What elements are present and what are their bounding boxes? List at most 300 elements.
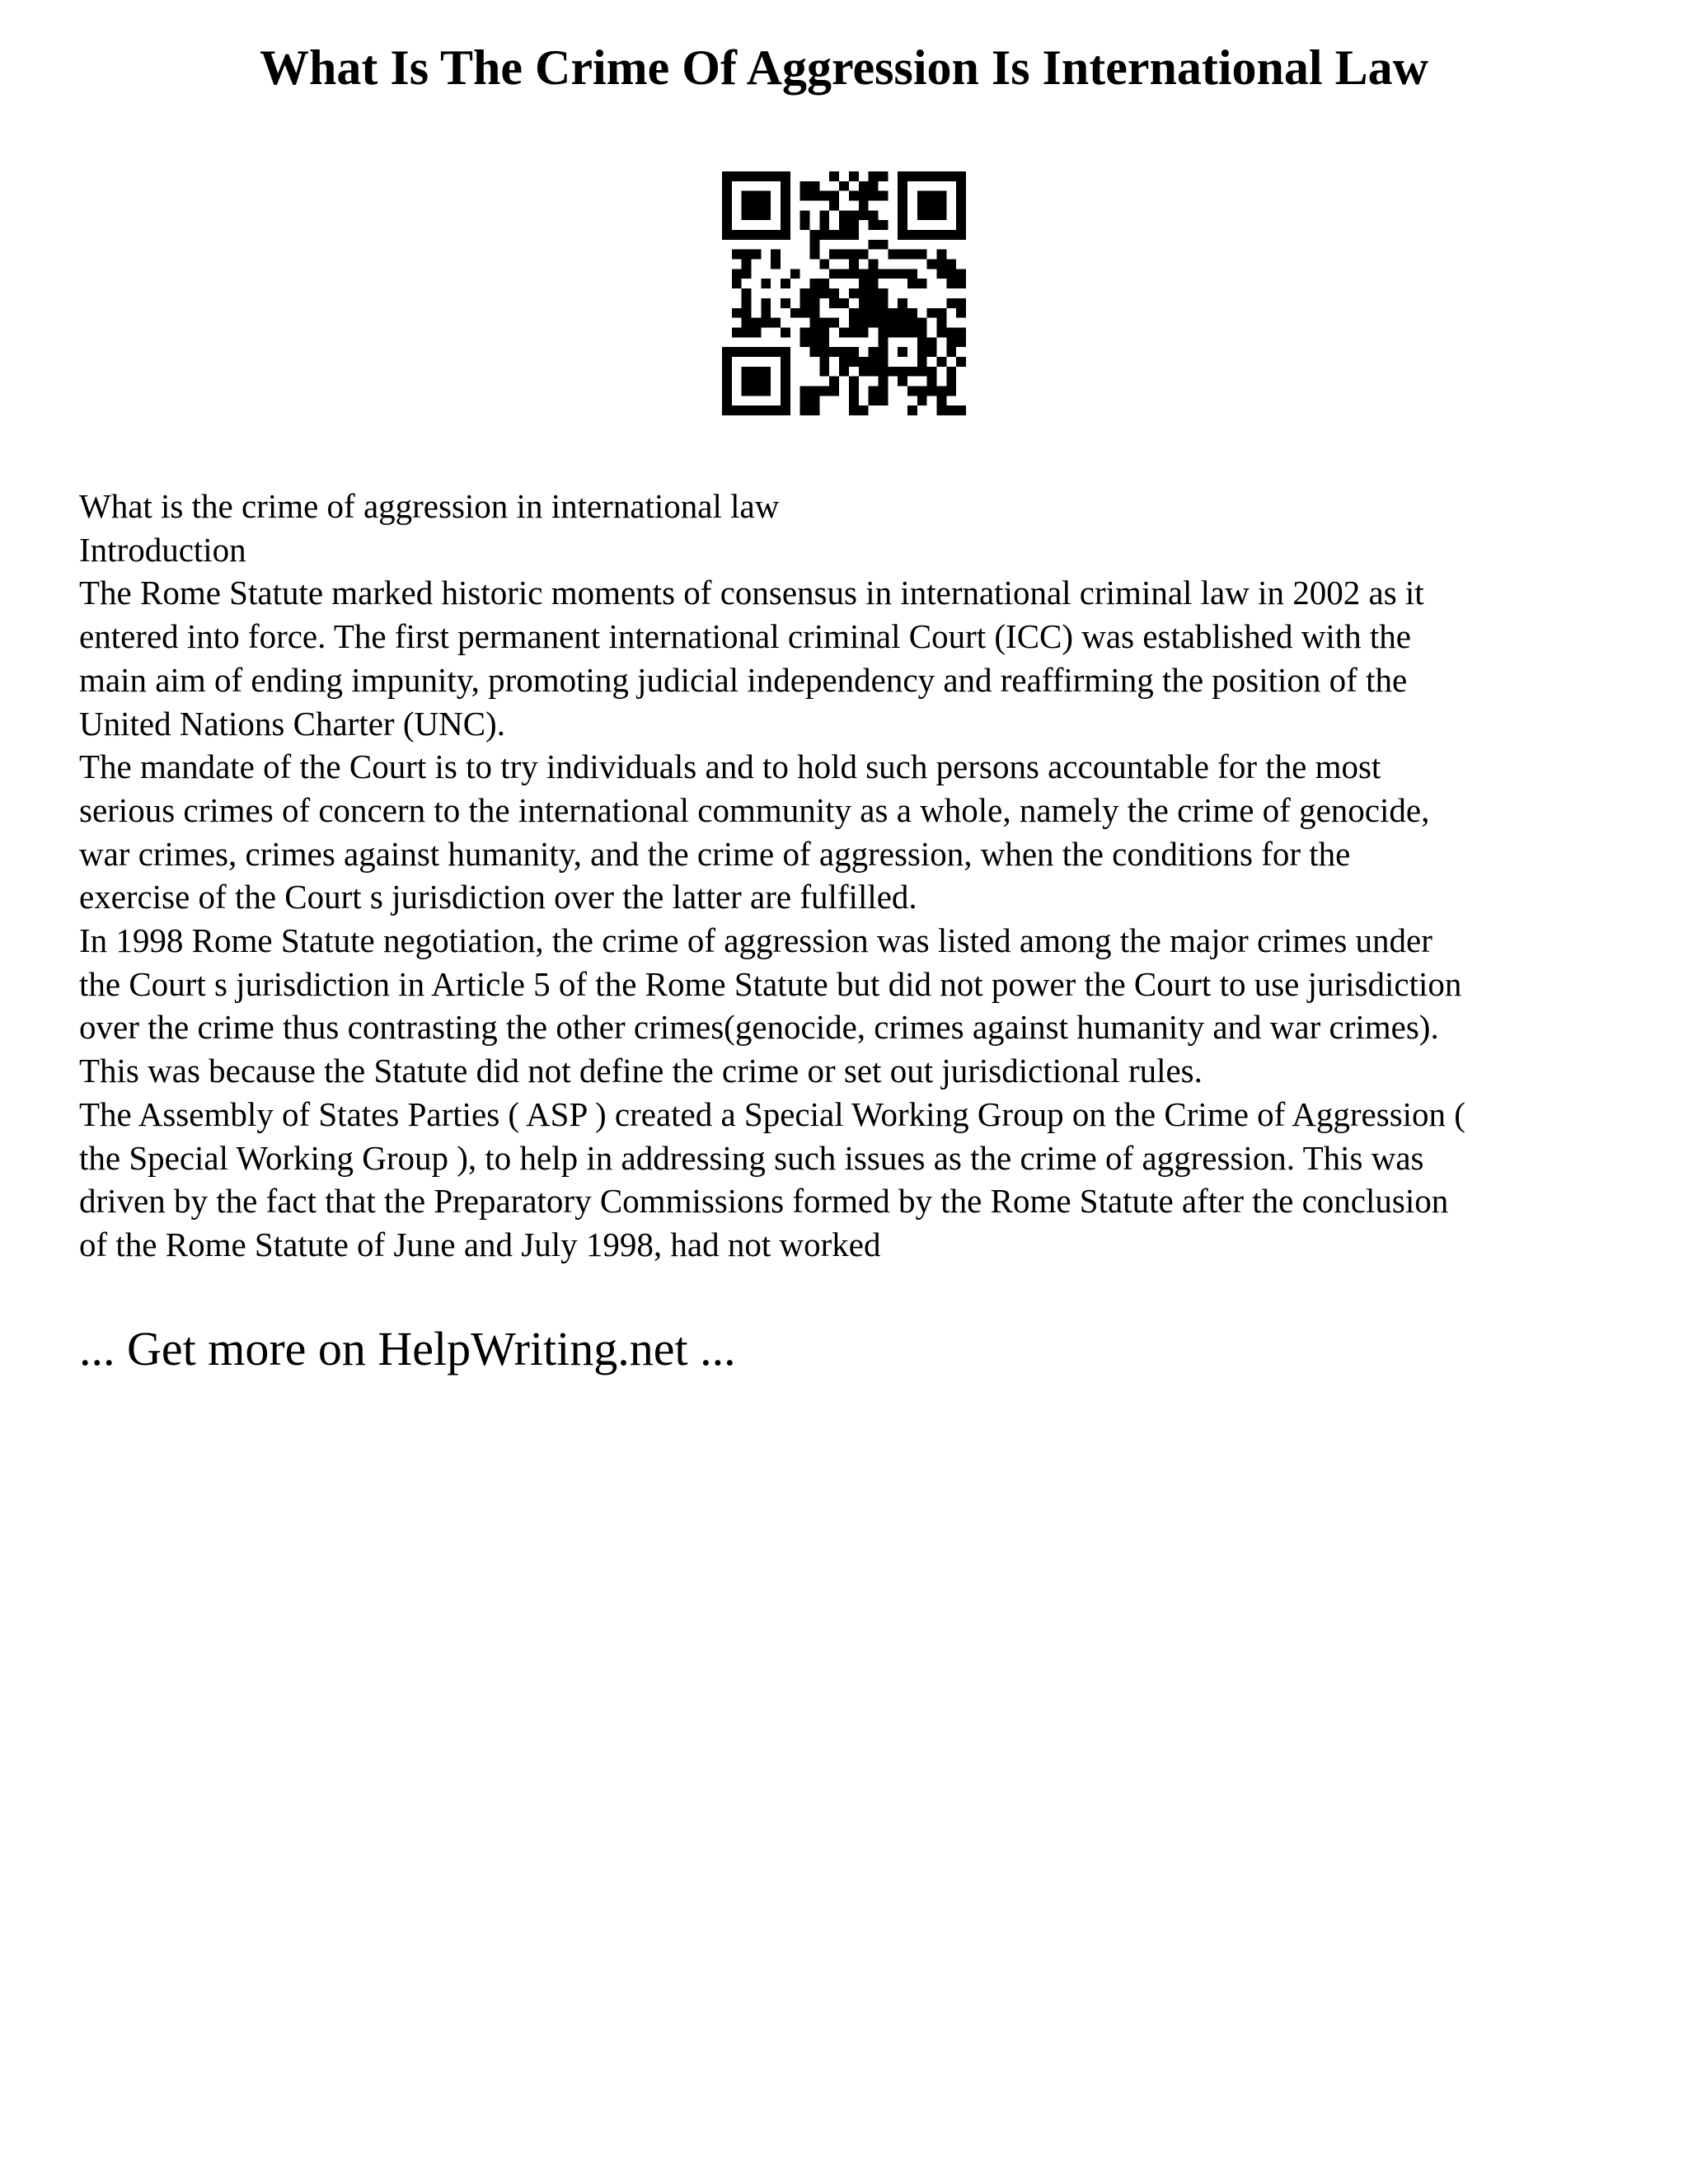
qr-module [800,396,810,405]
qr-module [898,191,907,201]
qr-module [800,386,810,396]
qr-module [800,298,810,308]
get-more-link[interactable]: ... Get more on HelpWriting.net ... [79,1322,736,1376]
qr-module [907,279,917,288]
qr-module [732,327,742,337]
qr-module [790,269,800,279]
qr-module [869,386,879,396]
qr-module [800,181,810,191]
qr-module [761,201,771,211]
qr-module [956,230,966,240]
qr-module [722,396,732,405]
body-text-line: main aim of ending impunity, promoting judicial independency and reaffirming the position of the [79,660,1408,699]
qr-module [869,367,879,377]
qr-module [810,279,820,288]
qr-module [878,269,888,279]
qr-module [781,367,790,377]
qr-module [888,318,898,328]
qr-module [927,260,937,269]
qr-module [810,405,820,415]
body-text-line: The Rome Statute marked historic moments of consensus in international criminal law in 2002 as it [79,574,1424,612]
qr-module [761,405,771,415]
qr-module [810,181,820,191]
qr-module [956,181,966,191]
qr-module [781,396,790,405]
qr-module [761,230,771,240]
qr-module [722,377,732,387]
qr-module [907,308,917,318]
qr-module [722,220,732,230]
qr-module [869,240,879,250]
qr-module [771,347,781,357]
qr-module [859,279,869,288]
qr-module [752,171,762,181]
qr-module [810,250,820,260]
qr-module [810,337,820,347]
qr-module [849,220,859,230]
qr-module [810,298,820,308]
qr-module [888,250,898,260]
qr-module [936,250,946,260]
qr-module [752,347,762,357]
qr-module [878,337,888,347]
qr-module [839,220,849,230]
qr-module [781,230,790,240]
qr-module [946,298,956,308]
qr-module [722,367,732,377]
qr-module [869,171,879,181]
qr-module [819,318,829,328]
qr-module [800,405,810,415]
qr-module [946,269,956,279]
qr-module [936,396,946,405]
qr-module [742,191,752,201]
qr-module [722,201,732,211]
qr-module [752,210,762,220]
qr-module [819,288,829,298]
qr-module [869,260,879,269]
qr-module [781,377,790,387]
qr-module [927,367,937,377]
qr-module [752,201,762,211]
qr-module [839,357,849,367]
qr-module [898,377,907,387]
body-text-line: exercise of the Court s jurisdiction over the latter are fulfilled. [79,878,917,916]
qr-module [810,191,820,201]
qr-module [849,405,859,415]
qr-module [742,201,752,211]
body-text-line: Introduction [79,530,246,569]
qr-module [859,357,869,367]
qr-module [810,396,820,405]
qr-module [869,210,879,220]
qr-module [829,318,839,328]
qr-module [742,230,752,240]
qr-module [839,367,849,377]
qr-module [819,367,829,377]
qr-module [849,347,859,357]
qr-module [839,230,849,240]
qr-module [810,318,820,328]
qr-module [956,298,966,308]
qr-module [781,327,790,337]
qr-module [917,171,927,181]
qr-module [849,396,859,405]
qr-module [936,191,946,201]
qr-module [742,288,752,298]
qr-module [936,405,946,415]
qr-module [927,210,937,220]
qr-module [898,220,907,230]
qr-module [761,367,771,377]
qr-module [781,298,790,308]
qr-module [956,405,966,415]
qr-module [742,250,752,260]
qr-module [869,318,879,328]
qr-module [936,171,946,181]
qr-module [849,230,859,240]
qr-module [761,386,771,396]
qr-module [898,318,907,328]
qr-module [800,288,810,298]
qr-module [722,405,732,415]
qr-module [927,347,937,357]
qr-module [898,327,907,337]
qr-module [742,386,752,396]
qr-module [917,347,927,357]
qr-module [946,327,956,337]
qr-module [781,181,790,191]
qr-module [898,347,907,357]
body-text-line: war crimes, crimes against humanity, and the crime of aggression, when the conditions for the [79,834,1351,873]
qr-module [859,327,869,337]
qr-module [869,279,879,288]
qr-module [819,337,829,347]
qr-module [819,357,829,367]
qr-module [742,210,752,220]
qr-module [917,327,927,337]
qr-module [927,171,937,181]
qr-module [849,357,859,367]
qr-module [829,347,839,357]
qr-module [761,318,771,328]
qr-module [956,308,966,318]
qr-module [927,377,937,387]
qr-module [956,191,966,201]
qr-module [810,327,820,337]
qr-module [819,210,829,220]
qr-module [732,308,742,318]
qr-module [927,337,937,347]
qr-module [810,386,820,396]
qr-module [752,327,762,337]
qr-module [742,260,752,269]
qr-module [878,396,888,405]
qr-module [829,230,839,240]
qr-module [829,377,839,387]
body-text-line: serious crimes of concern to the international community as a whole, namely the crime of genocide, [79,790,1430,829]
qr-module [859,308,869,318]
qr-module [849,269,859,279]
qr-module [859,210,869,220]
qr-module [936,357,946,367]
qr-module [936,269,946,279]
qr-module [936,260,946,269]
qr-module [869,288,879,298]
qr-module [946,405,956,415]
qr-module [810,288,820,298]
qr-module [907,318,917,328]
qr-module [722,191,732,201]
qr-module [927,230,937,240]
qr-module [888,327,898,337]
qr-module [771,260,781,269]
qr-module [907,230,917,240]
qr-module [956,210,966,220]
qr-module [878,288,888,298]
qr-module [761,298,771,308]
qr-module [761,171,771,181]
qr-module [898,210,907,220]
qr-module [732,250,742,260]
qr-module [946,279,956,288]
qr-module [732,230,742,240]
qr-module [956,357,966,367]
qr-module [849,260,859,269]
qr-module [761,279,771,288]
body-text-line: In 1998 Rome Statute negotiation, the crime of aggression was listed among the major crimes under [79,921,1432,960]
qr-module [800,220,810,230]
qr-module [898,298,907,308]
qr-module [917,191,927,201]
qr-module [907,250,917,260]
qr-module [839,250,849,260]
document-body [79,485,1645,1267]
qr-module [878,191,888,201]
qr-module [771,405,781,415]
qr-module [888,269,898,279]
qr-module [732,279,742,288]
qr-module [742,308,752,318]
qr-module [849,250,859,260]
qr-module [946,337,956,347]
qr-module [849,210,859,220]
qr-module [771,230,781,240]
qr-module [742,347,752,357]
qr-module [878,171,888,181]
qr-module [869,347,879,357]
qr-module [917,279,927,288]
qr-module [781,201,790,211]
qr-module [732,347,742,357]
qr-module [956,220,966,230]
qr-module [829,191,839,201]
qr-module [781,405,790,415]
qr-module [888,308,898,318]
qr-module [752,318,762,328]
qr-module [849,191,859,201]
qr-module [869,220,879,230]
qr-module [917,230,927,240]
qr-module [752,377,762,387]
qr-module [917,210,927,220]
qr-module [722,347,732,357]
qr-module [946,230,956,240]
qr-module [722,230,732,240]
body-text-line: The Assembly of States Parties ( ASP ) created a Special Working Group on the Crime of Aggression ( [79,1094,1465,1133]
qr-module [752,230,762,240]
qr-module [878,386,888,396]
qr-module [907,386,917,396]
qr-module [810,240,820,250]
qr-module [878,357,888,367]
qr-module [869,191,879,201]
qr-module [898,171,907,181]
qr-module [800,191,810,201]
qr-module [761,377,771,387]
qr-module [907,367,917,377]
qr-module [752,405,762,415]
qr-module [917,367,927,377]
body-text-line: United Nations Charter (UNC). [79,704,505,743]
qr-module [722,357,732,367]
qr-module [761,308,771,318]
qr-module [859,318,869,328]
qr-module [839,298,849,308]
qr-module [742,377,752,387]
qr-module [742,318,752,328]
qr-module [859,181,869,191]
qr-module [907,327,917,337]
qr-module [829,298,839,308]
qr-module [829,250,839,260]
qr-module [781,386,790,396]
body-text-line: the Court s jurisdiction in Article 5 of the Rome Statute but did not power the Court to use jurisdiction [79,964,1462,1003]
qr-module [878,240,888,250]
qr-module [819,327,829,337]
qr-module [859,288,869,298]
qr-module [946,367,956,377]
body-text-line: entered into force. The first permanent international criminal Court (ICC) was established with the [79,617,1411,656]
qr-module [810,347,820,357]
qr-module [771,171,781,181]
qr-module [898,308,907,318]
qr-module [946,260,956,269]
qr-module [936,318,946,328]
qr-module [742,367,752,377]
body-text-line: What is the crime of aggression in international law [79,487,780,525]
qr-module [819,279,829,288]
qr-module [859,367,869,377]
qr-module [800,337,810,347]
qr-module [839,210,849,220]
qr-module [781,357,790,367]
qr-module [917,318,927,328]
qr-module [859,269,869,279]
qr-module [956,171,966,181]
qr-module [839,269,849,279]
qr-module [907,171,917,181]
qr-module [849,386,859,396]
qr-module [800,210,810,220]
qr-module [819,347,829,357]
body-text-line: over the crime thus contrasting the other crimes(genocide, crimes against humanity and war crimes). [79,1008,1439,1047]
qr-module [936,210,946,220]
qr-module [878,220,888,230]
qr-module [849,377,859,387]
qr-module [781,347,790,357]
qr-module [859,298,869,308]
qr-module [869,181,879,191]
qr-module [898,230,907,240]
qr-module [878,298,888,308]
qr-module [829,201,839,211]
qr-module [898,181,907,191]
qr-module [790,308,800,318]
qr-module [878,327,888,337]
qr-module [946,386,956,396]
qr-module [898,250,907,260]
qr-module [752,386,762,396]
qr-module [917,396,927,405]
qr-module [878,318,888,328]
qr-module [849,288,859,298]
qr-module [878,347,888,357]
qr-module [917,201,927,211]
qr-module [936,230,946,240]
qr-module [771,318,781,328]
qr-module [917,357,927,367]
qr-module [819,386,829,396]
qr-module [936,201,946,211]
document-title: What Is The Crime Of Aggression Is International Law [260,40,1428,95]
qr-module [722,171,732,181]
qr-module [761,191,771,201]
qr-module [956,269,966,279]
qr-module [752,191,762,201]
qr-module [722,386,732,396]
qr-module [878,367,888,377]
qr-module [956,337,966,347]
qr-module [829,386,839,396]
qr-module [819,191,829,201]
body-text-line: The mandate of the Court is to try individuals and to hold such persons accountable for the most [79,748,1381,786]
qr-module [869,396,879,405]
qr-module [742,327,752,337]
qr-module [810,308,820,318]
qr-module [956,327,966,337]
qr-module [781,171,790,181]
qr-module [742,269,752,279]
qr-module [869,269,879,279]
body-text-line: the Special Working Group ), to help in addressing such issues as the crime of aggression. This was [79,1138,1424,1177]
qr-module [907,405,917,415]
qr-module [946,171,956,181]
qr-module [859,191,869,201]
qr-module [927,201,937,211]
qr-module [927,191,937,201]
qr-module [829,171,839,181]
qr-module [839,347,849,357]
qr-module [946,347,956,357]
qr-module [878,308,888,318]
qr-module [849,171,859,181]
qr-module [722,210,732,220]
qr-module [869,308,879,318]
qr-module [732,405,742,415]
qr-module [956,201,966,211]
qr-module [956,279,966,288]
